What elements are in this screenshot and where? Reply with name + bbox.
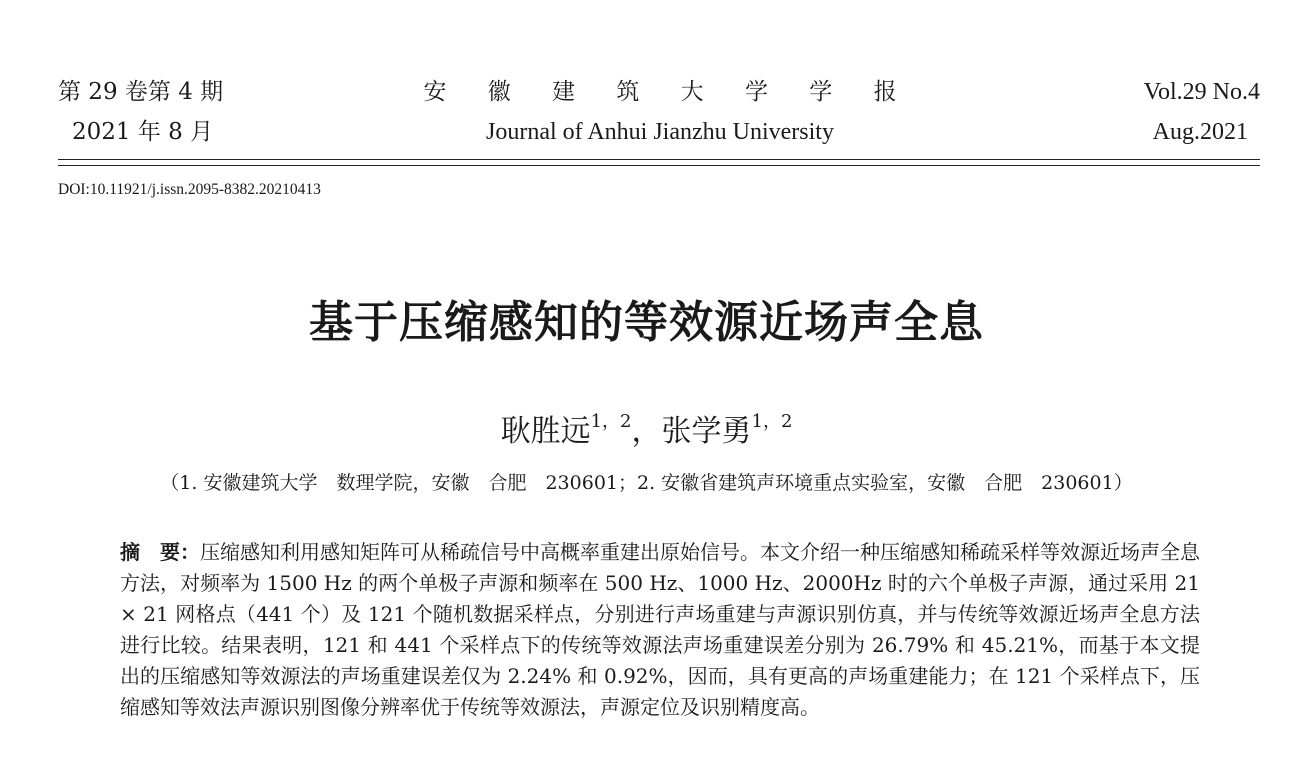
journal-issue-info-en <box>1000 72 1260 152</box>
author-list <box>0 406 1293 450</box>
volume-issue: 第 29 卷第 4 期 <box>58 79 224 105</box>
abstract <box>120 537 1200 723</box>
author-separator: ， <box>631 414 662 449</box>
affiliations: （1. 安徽建筑大学 数理学院，安徽 合肥 230601；2. 安徽省建筑声环境重点实验室，安徽 合肥 230601） <box>160 472 1133 494</box>
journal-issue-info <box>58 72 318 152</box>
abstract-label: 摘 要： <box>120 540 200 564</box>
journal-name-en: Journal of Anhui Jianzhu University <box>486 119 834 145</box>
journal-name <box>340 72 980 152</box>
author-name: 张学勇 <box>661 414 752 449</box>
paper-title: 基于压缩感知的等效源近场声全息 <box>309 297 984 348</box>
header-rule-top <box>58 159 1260 160</box>
header-rule-bottom <box>58 165 1260 166</box>
abstract-text: 压缩感知利用感知矩阵可从稀疏信号中高概率重建出原始信号。本文介绍一种压缩感知稀疏采样等效源近场声全息方法，对频率为 1500 Hz 的两个单极子声源和频率在 500 Hz、1000 Hz、2000Hz 时的六个单极子声源，通过采用 21 × 21 网格点（441 个）及 121 个随机数据采样点，分别进行声场重建与声源识别仿真，并与传统等效源近场声全息方法进行比较。结果表明，121 和 441 个采样点下的传统等效源法声场重建误差分别为 26.79% 和 45.21%，而基于本文提出的压缩感知等效源法的声场重建误差仅为 2.24% 和 0.92%，因而，具有更高的声场重建能力；在 121 个采样点下，压缩感知等效法声源识别图像分辨率优于传统等效源法，声源定位及识别精度高。 <box>120 540 1200 719</box>
author-affiliation-mark: 1，2 <box>590 411 632 432</box>
publication-date-en: Aug.2021 <box>1152 119 1248 145</box>
publication-date-cn: 2021 年 8 月 <box>72 119 214 145</box>
journal-name-cn: 安 徽 建 筑 大 学 学 报 <box>423 79 914 105</box>
volume-issue-en: Vol.29 No.4 <box>1143 79 1260 105</box>
author-affiliation-mark: 1，2 <box>751 411 793 432</box>
doi: DOI:10.11921/j.issn.2095-8382.20210413 <box>58 181 321 198</box>
author-name: 耿胜远 <box>500 414 591 449</box>
